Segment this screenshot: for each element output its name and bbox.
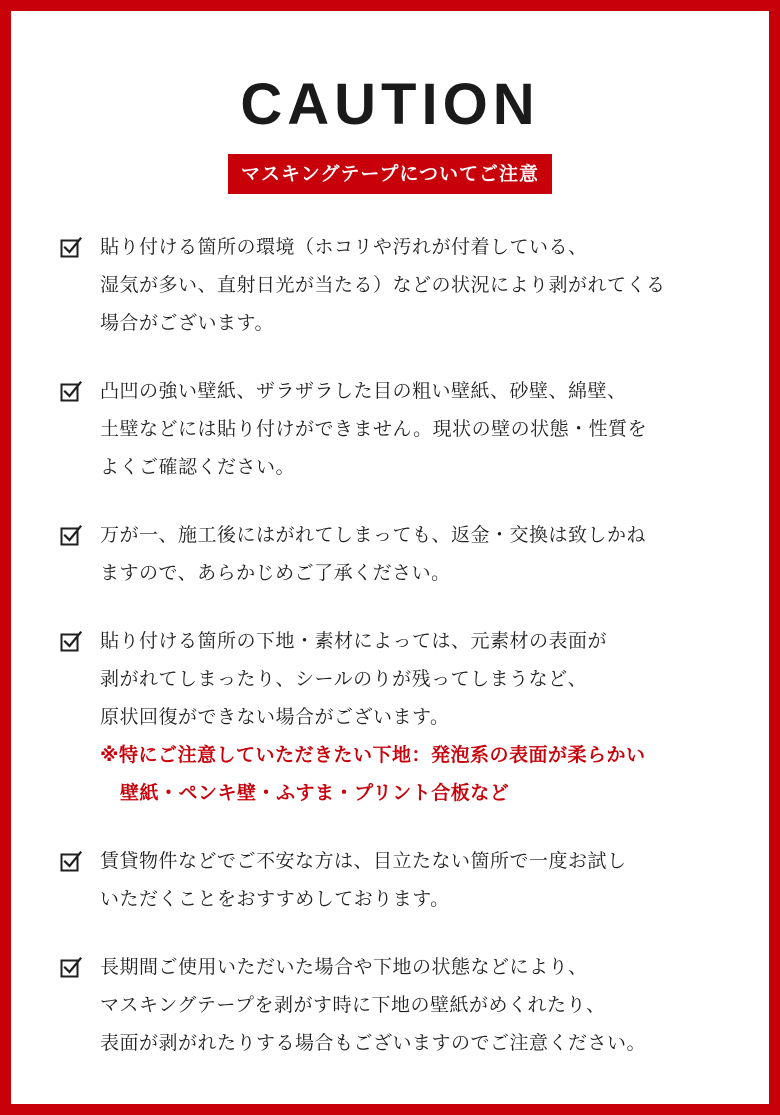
caution-text	[100, 948, 740, 1062]
checkbox-checked-icon	[60, 236, 82, 258]
caution-text	[100, 516, 740, 592]
caution-text-line: 貼り付ける箇所の環境（ホコリや汚れが付着している、	[100, 236, 588, 258]
caution-text	[100, 228, 740, 342]
caution-item	[60, 948, 740, 1062]
caution-text-line: よくご確認ください。	[100, 456, 296, 478]
caution-text	[100, 842, 740, 918]
caution-note	[100, 736, 740, 812]
caution-note-line: 壁紙・ペンキ壁・ふすま・プリント合板など	[120, 782, 510, 804]
caution-text-line: 凸凹の強い壁紙、ザラザラした目の粗い壁紙、砂壁、綿壁、	[100, 380, 627, 402]
caution-text-line: 貼り付ける箇所の下地・素材によっては、元素材の表面が	[100, 630, 608, 652]
checkbox-checked-icon	[60, 630, 82, 652]
caution-text-line: 土壁などには貼り付けができません。現状の壁の状態・性質を	[100, 418, 648, 440]
caution-note-line: ※特にご注意していただきたい下地：発泡系の表面が柔らかい	[100, 744, 646, 766]
caution-text-line: 場合がございます。	[100, 312, 274, 334]
caution-text-line: いただくことをおすすめしております。	[100, 888, 450, 910]
caution-item	[60, 516, 740, 592]
caution-text	[100, 622, 740, 736]
subtitle-banner	[0, 154, 780, 194]
caution-text-line: 表面が剥がれたりする場合もございますのでご注意ください。	[100, 1032, 647, 1054]
caution-text-line: 原状回復ができない場合がございます。	[100, 706, 450, 728]
caution-text-line: ますので、あらかじめご了承ください。	[100, 562, 451, 584]
caution-text-line: 湿気が多い、直射日光が当たる）などの状況により剥がれてくる	[100, 274, 666, 296]
checkbox-checked-icon	[60, 956, 82, 978]
caution-text-line: 長期間ご使用いただいた場合や下地の状態などにより、	[100, 956, 588, 978]
caution-text-line: 万が一、施工後にはがれてしまっても、返金・交換は致しかね	[100, 524, 647, 546]
caution-item	[60, 228, 740, 342]
checkbox-checked-icon	[60, 850, 82, 872]
caution-text-line: マスキングテープを剥がす時に下地の壁紙がめくれたり、	[100, 994, 606, 1016]
caution-text	[100, 372, 740, 486]
caution-text-line: 剥がれてしまったり、シールのりが残ってしまうなど、	[100, 668, 588, 690]
checkbox-checked-icon	[60, 380, 82, 402]
caution-item	[60, 622, 740, 812]
page-title: CAUTION	[240, 72, 540, 137]
caution-list	[60, 228, 740, 1092]
subtitle-label: マスキングテープについてご注意	[228, 154, 552, 194]
checkbox-checked-icon	[60, 524, 82, 546]
caution-item	[60, 372, 740, 486]
caution-text-line: 賃貸物件などでご不安な方は、目立たない箇所で一度お試し	[100, 850, 627, 872]
caution-item	[60, 842, 740, 918]
